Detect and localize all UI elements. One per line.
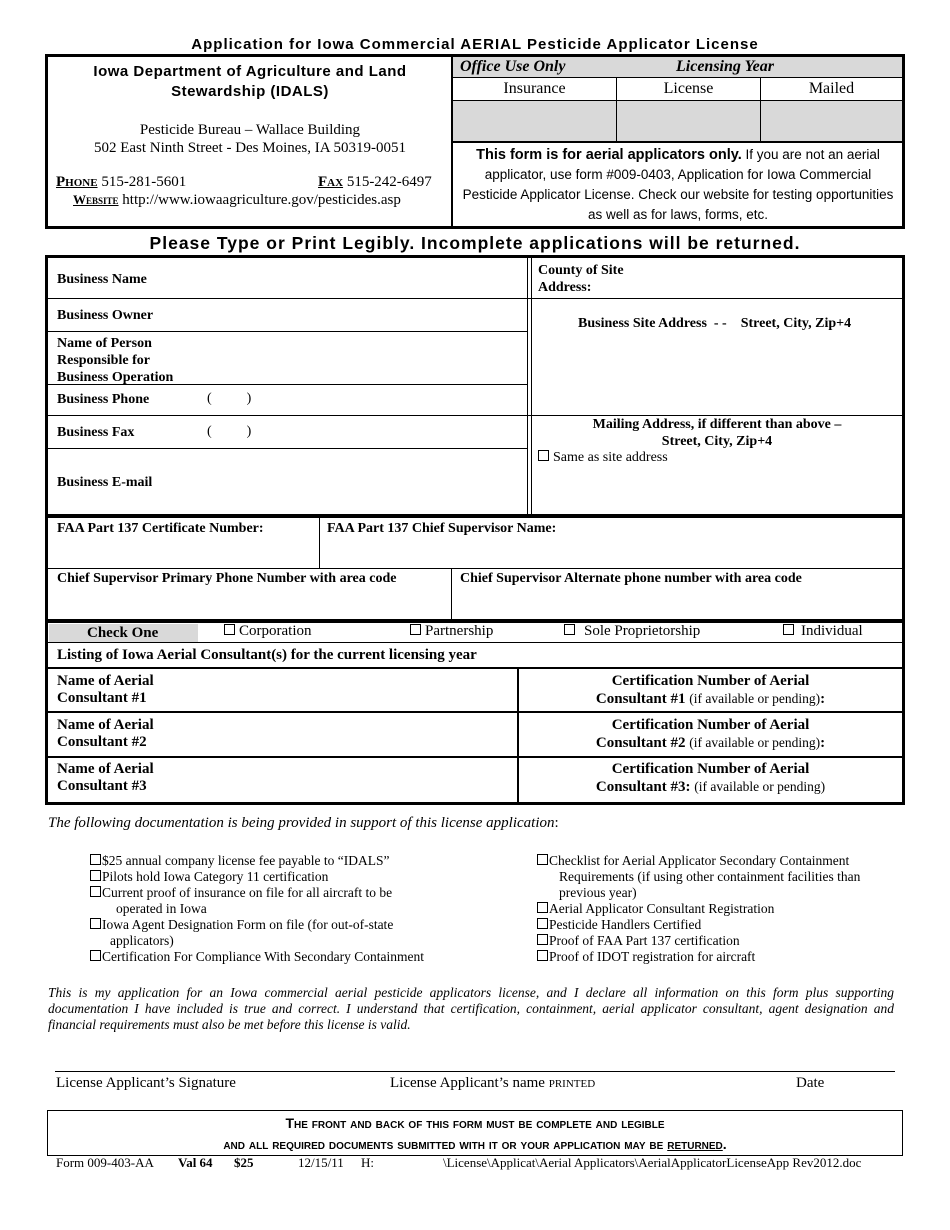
faa-cert-number-input[interactable] (52, 540, 314, 566)
consultant-line (48, 667, 902, 669)
business-fax-label: Business Fax (57, 425, 135, 440)
doc-item-consultant-reg[interactable] (537, 901, 911, 917)
doc-checkbox[interactable] (90, 950, 101, 961)
fax-value: 515-242-6497 (346, 174, 432, 190)
mailing-address-label (532, 416, 902, 450)
office-use-label: Office Use Only (460, 58, 566, 75)
doc-item-fee[interactable] (90, 853, 504, 869)
consultant-2-cert-end: : (820, 735, 826, 751)
agency-phone (56, 174, 186, 191)
business-fax-input[interactable]: ( ) (207, 424, 252, 439)
consultant-3-name-line2: Consultant #3 (57, 778, 147, 794)
option-sole-proprietorship[interactable] (564, 623, 700, 640)
business-phone-label: Business Phone (57, 392, 150, 407)
consultant-3-name-line1: Name of Aerial (57, 761, 154, 777)
doc-checkbox[interactable] (90, 854, 101, 865)
doc-item-label: Pilots hold Iowa Category 11 certification (102, 869, 329, 884)
doc-checkbox[interactable] (537, 918, 548, 929)
instruction-banner: Please Type or Print Legibly. Incomplete applications will be returned. (149, 233, 801, 253)
consultant-2-cert-bold: Consultant #2 (595, 735, 686, 751)
documentation-intro-text: The following documentation is being provided in support of this license application (48, 815, 555, 831)
phone-label: Phone (56, 174, 98, 190)
footer-date: 12/15/11 (298, 1155, 344, 1170)
consultant-2-name-line1: Name of Aerial (57, 717, 154, 733)
office-line (453, 77, 902, 78)
phone-value: 515-281-5601 (101, 174, 187, 190)
consultant-2-cert-note: (if available or pending) (689, 735, 821, 750)
faa-chief-name-label: FAA Part 137 Chief Supervisor Name: (327, 521, 557, 536)
corporation-label: Corporation (239, 623, 312, 639)
sole-proprietorship-label: Sole Proprietorship (584, 623, 701, 639)
declaration-text: This is my application for an Iowa commercial aerial pesticide applicators license, and I declare all information on this form plus supporting documentation I have included is true and correct. I understand that certification, containment, aerial applicator consultant, agent designation and financial requirements must also be met before this license is valid. (48, 985, 894, 1032)
consultant-3-name-input[interactable] (170, 760, 512, 800)
doc-checkbox[interactable] (537, 950, 548, 961)
sole-proprietorship-checkbox[interactable] (564, 624, 575, 635)
doc-item-label: Checklist for Aerial Applicator Secondary Containment Requirements (if using other containment facilities than previous year) (549, 853, 861, 900)
corporation-checkbox[interactable] (224, 624, 235, 635)
business-name-label: Business Name (57, 272, 147, 287)
consultant-1-cert-note: (if available or pending) (689, 691, 821, 706)
doc-item-label: Proof of IDOT registration for aircraft (549, 949, 756, 964)
row-line (48, 331, 527, 332)
same-as-site-option[interactable] (538, 450, 668, 466)
doc-item-label: $25 annual company license fee payable to “IDALS” (102, 853, 390, 868)
doc-item-compliance[interactable] (90, 949, 504, 965)
footer-notice-end: . (722, 1136, 727, 1152)
signature-input[interactable] (55, 1048, 895, 1070)
doc-item-label: Pesticide Handlers Certified (549, 917, 702, 932)
footer-form-number: Form 009-403-AA (56, 1155, 154, 1170)
agency-name-line1: Iowa Department of Agriculture and Land (93, 63, 407, 80)
consultant-3-name-label (57, 761, 154, 795)
row-line (48, 298, 902, 299)
chief-alternate-phone-label: Chief Supervisor Alternate phone number with area code (460, 571, 802, 586)
doc-item-label: Current proof of insurance on file for all aircraft to be operated in Iowa (102, 885, 393, 916)
doc-item-label: Aerial Applicator Consultant Registration (549, 901, 775, 916)
doc-item-pilots[interactable] (90, 869, 504, 885)
consultant-line (48, 756, 902, 758)
form-title: Application for Iowa Commercial AERIAL Pesticide Applicator License (191, 36, 759, 53)
documentation-intro (48, 815, 559, 832)
agency-name-line2: Stewardship (IDALS) (171, 83, 329, 100)
footer-val: Val 64 (178, 1155, 213, 1170)
agency-address: 502 East Ninth Street - Des Moines, IA 50319-0051 (93, 140, 407, 156)
signature-label: License Applicant’s Signature (56, 1075, 236, 1091)
printed-name-text: License Applicant’s name (390, 1075, 545, 1091)
doc-item-checklist[interactable] (537, 853, 909, 901)
county-line1: County of Site (538, 263, 624, 278)
chief-primary-phone-input[interactable] (52, 590, 446, 616)
doc-checkbox[interactable] (537, 902, 548, 913)
business-divider (531, 258, 532, 516)
responsible-line3: Business Operation (57, 370, 174, 385)
faa-chief-name-input[interactable] (324, 540, 898, 566)
responsible-person-input[interactable] (200, 333, 520, 383)
row-line (48, 448, 527, 449)
same-as-site-checkbox[interactable] (538, 450, 549, 461)
office-col-license: License (663, 80, 714, 97)
consultant-2-cert-label (519, 717, 902, 752)
faa-line (48, 517, 902, 518)
licensing-year-label: Licensing Year (676, 58, 774, 75)
consultant-3-cert-label (519, 761, 902, 796)
aerial-notice-text: If you are not an aerial applicator, use form #009-0403, Application for Iowa Commercial Pesticide Applicator License. Check our website for testing opportunities as well as for laws, forms, etc. (462, 147, 894, 222)
chief-alternate-phone-input[interactable] (456, 590, 898, 616)
responsible-line2: Responsible for (57, 353, 150, 368)
consultant-1-name-label (57, 673, 154, 707)
mailing-line1: Mailing Address, if different than above – (592, 417, 842, 432)
consultant-1-cert-label (519, 673, 902, 708)
same-as-site-label: Same as site address (553, 450, 668, 465)
office-col-mailed: Mailed (808, 80, 855, 97)
doc-checkbox[interactable] (90, 918, 101, 929)
documentation-intro-end: : (554, 815, 559, 831)
site-address-input[interactable] (536, 336, 898, 412)
consultant-2-name-input[interactable] (170, 715, 512, 754)
consultant-1-cert-bold: Consultant #1 (595, 691, 686, 707)
doc-item-handlers[interactable] (537, 917, 911, 933)
doc-item-idot[interactable] (537, 949, 911, 965)
business-phone-input[interactable]: ( ) (207, 391, 252, 406)
county-line2: Address: (538, 280, 592, 295)
consultant-1-name-input[interactable] (170, 671, 512, 709)
consultant-3-cert-bold: Consultant #3: (595, 779, 691, 795)
consultants-header: Listing of Iowa Aerial Consultant(s) for the current licensing year (57, 647, 477, 663)
footer-fee: $25 (234, 1155, 254, 1170)
business-owner-input[interactable] (200, 300, 520, 330)
agency-address-block (50, 121, 450, 157)
option-individual[interactable] (783, 623, 863, 640)
site-address-label: Business Site Address - - Street, City, Zip+4 (578, 316, 852, 331)
printed-name-label (390, 1075, 595, 1092)
doc-checkbox[interactable] (90, 870, 101, 881)
option-corporation[interactable] (224, 623, 312, 640)
aerial-notice-bold: This form is for aerial applicators only. (476, 147, 742, 163)
responsible-line1: Name of Person (57, 336, 152, 351)
business-owner-label: Business Owner (57, 308, 154, 323)
check-one-label: Check One (87, 625, 159, 641)
partnership-label: Partnership (425, 623, 494, 639)
office-use-fill (453, 100, 902, 141)
doc-item-agent[interactable] (90, 917, 430, 949)
faa-cert-number-label: FAA Part 137 Certificate Number: (57, 521, 264, 536)
faa-divider (451, 569, 452, 619)
consultant-3-cert-note: (if available or pending) (694, 779, 826, 794)
consultant-2-name-label (57, 717, 154, 751)
individual-label: Individual (801, 623, 863, 639)
agency-fax (318, 174, 432, 191)
footer-notice-line1: The front and back of this form must be complete and legible (285, 1115, 665, 1131)
footer-drive: H: (361, 1155, 374, 1170)
doc-item-label: Certification For Compliance With Secondary Containment (102, 949, 425, 964)
consultant-3-cert-line1: Certification Number of Aerial (611, 761, 810, 777)
date-label: Date (796, 1075, 825, 1091)
doc-item-label: Iowa Agent Designation Form on file (for out-of-state applicators) (102, 917, 394, 948)
chief-primary-phone-label: Chief Supervisor Primary Phone Number with area code (57, 571, 397, 586)
agency-website (73, 192, 401, 209)
consultant-1-name-line2: Consultant #1 (57, 690, 147, 706)
doc-checkbox[interactable] (537, 854, 548, 865)
office-line (453, 141, 902, 143)
check-line (48, 642, 902, 643)
doc-checkbox[interactable] (537, 934, 548, 945)
doc-item-insurance[interactable] (90, 885, 436, 917)
doc-item-label: Proof of FAA Part 137 certification (549, 933, 740, 948)
county-input[interactable] (640, 262, 898, 296)
printed-name-suffix: printed (548, 1075, 596, 1091)
individual-checkbox[interactable] (783, 624, 794, 635)
aerial-notice (457, 145, 899, 225)
consultant-2-cert-line1: Certification Number of Aerial (611, 717, 810, 733)
doc-checkbox[interactable] (90, 886, 101, 897)
footer-path: \License\Applicat\Aerial Applicators\AerialApplicatorLicenseApp Rev2012.doc (443, 1155, 862, 1170)
agency-name (50, 62, 450, 102)
business-divider (527, 258, 528, 516)
website-link[interactable]: http://www.iowaagriculture.gov/pesticides.asp (122, 192, 401, 208)
consultant-line (48, 711, 902, 713)
website-label: Website (73, 192, 119, 207)
mailing-line2: Street, City, Zip+4 (661, 434, 773, 449)
business-email-input[interactable] (200, 452, 520, 512)
responsible-person-label (57, 335, 173, 386)
footer-notice-returned: returned (667, 1136, 723, 1152)
fax-label: Fax (318, 174, 344, 190)
signature-line (55, 1071, 895, 1072)
footer-notice (47, 1113, 903, 1155)
business-email-label: Business E-mail (57, 475, 153, 490)
faa-divider (319, 518, 320, 568)
consultant-1-cert-line1: Certification Number of Aerial (611, 673, 810, 689)
consultant-1-cert-end: : (820, 691, 826, 707)
office-col-insurance: Insurance (503, 80, 566, 97)
business-name-input[interactable] (200, 262, 520, 296)
office-line (453, 100, 902, 101)
county-label (538, 262, 624, 296)
partnership-checkbox[interactable] (410, 624, 421, 635)
consultant-2-name-line2: Consultant #2 (57, 734, 147, 750)
agency-bureau: Pesticide Bureau – Wallace Building (139, 122, 361, 138)
faa-line (48, 568, 902, 569)
doc-item-faa-proof[interactable] (537, 933, 911, 949)
consultant-1-name-line1: Name of Aerial (57, 673, 154, 689)
footer-notice-line2: and all required documents submitted with it or your application may be (223, 1136, 664, 1152)
option-partnership[interactable] (410, 623, 493, 640)
